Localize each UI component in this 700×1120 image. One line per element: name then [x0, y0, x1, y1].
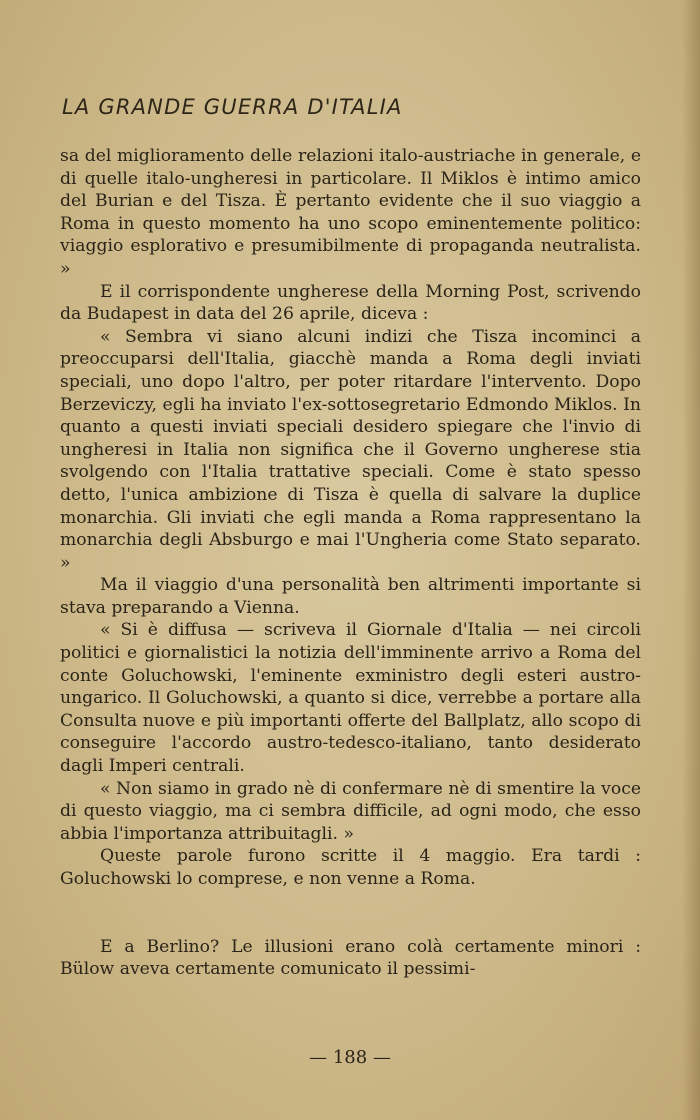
body-text	[60, 145, 641, 981]
section-break	[60, 891, 641, 936]
paragraph: E a Berlino? Le illusioni erano colà certamente minori : Bülow aveva certamente comunicato il pessimi-	[60, 936, 641, 980]
paragraph-quote: « Non siamo in grado nè di confermare nè di smentire la voce di questo viaggio, ma ci sembra difficile, ad ogni modo, che esso abbia l'importanza attribuitagli. »	[60, 778, 641, 844]
page-number: — 188 —	[309, 1047, 391, 1068]
paragraph-continued: sa del miglioramento delle relazioni italo-austriache in generale, e di quelle italo-ungheresi in particolare. Il Miklos è intimo amico del Burian e del Tisza. È pertanto evidente che il suo viaggio a Roma in questo momento ha uno scopo eminentemente politico: viaggio esplorativo e presumibilmente di propaganda neutralista. »	[60, 146, 641, 279]
paragraph-quote: « Si è diffusa — scriveva il Giornale d'Italia — nei circoli politici e giornalistici la notizia dell'imminente arrivo a Roma del conte Goluchowski, l'eminente exministro degli esteri austro-ungarico. Il Goluchowski, a quanto si dice, verrebbe a portare alla Consulta nuove e più importanti offerte del Ballplatz, allo scopo di conseguire l'accordo austro-tedesco-italiano, tanto desiderato dagli Imperi centrali.	[60, 620, 641, 777]
page-edge-shadow	[682, 0, 700, 1120]
paragraph: Ma il viaggio d'una personalità ben altrimenti importante si stava preparando a Vienna.	[60, 575, 641, 618]
paragraph: E il corrispondente ungherese della Morning Post, scrivendo da Budapest in data del 26 aprile, diceva :	[60, 281, 641, 325]
paragraph-quote: « Sembra vi siano alcuni indizi che Tisza incominci a preoccuparsi dell'Italia, giacchè manda a Roma degli inviati speciali, uno dopo l'altro, per poter ritardare l'intervento. Dopo Berzeviczy, egli ha inviato l'ex-sottosegretario Edmondo Miklos. In quanto a questi inviati speciali desidero spiegare che l'invio di ungheresi in Italia non significa che il Governo ungherese stia svolgendo con l'Italia trattative speciali. Come è stato spesso detto, l'unica ambizione di Tisza è quella di salvare la duplice monarchia. Gli inviati che egli manda a Roma rappresentano la monarchia degli Absburgo e mai l'Ungheria come Stato separato. »	[60, 326, 641, 573]
paragraph: Queste parole furono scritte il 4 maggio. Era tardi : Goluchowski lo comprese, e non venne a Roma.	[60, 846, 641, 889]
running-head: LA GRANDE GUERRA D'ITALIA	[62, 95, 403, 119]
